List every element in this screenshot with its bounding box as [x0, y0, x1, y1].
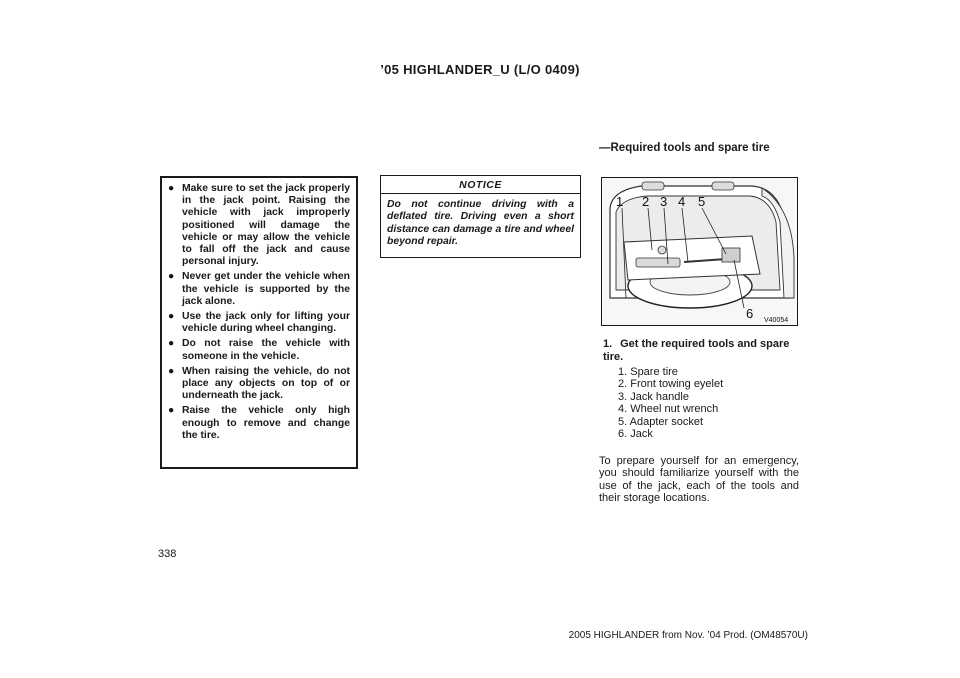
tools-list: [618, 366, 723, 440]
callout-1: 1: [616, 194, 624, 209]
bullet-icon: ●: [168, 311, 175, 323]
caution-item: ● Do not raise the vehicle with someone in the vehicle.: [168, 338, 350, 362]
notice-box: [380, 175, 581, 258]
caution-item: ● When raising the vehicle, do not place any objects on top of or underneath the jack.: [168, 365, 350, 402]
tool-item: 6. Jack: [618, 428, 653, 441]
caution-item: ● Make sure to set the jack properly in the jack point. Raising the vehicle with jack improperly positioned will damage the vehicle or may allow the vehicle to fall off the jack and cause personal injury.: [168, 183, 350, 268]
caution-item: ● Use the jack only for lifting your vehicle during wheel changing.: [168, 311, 350, 335]
illustration-code: V40054: [764, 317, 789, 324]
callout-2: 2: [642, 194, 650, 209]
footer-text: 2005 HIGHLANDER from Nov. ’04 Prod. (OM48570U): [568, 630, 808, 641]
body-paragraph: To prepare yourself for an emergency, you should familiarize yourself with the use of the jack, each of the tools and their storage locations.: [599, 455, 799, 505]
tools-illustration: [601, 177, 798, 326]
step-1: [603, 338, 799, 363]
callout-6: 6: [746, 306, 754, 321]
bullet-icon: ●: [168, 338, 175, 350]
tool-item: 4. Wheel nut wrench: [618, 403, 719, 416]
bullet-icon: ●: [168, 271, 175, 283]
notice-body: Do not continue driving with a deflated tire. Driving even a short distance can damage a tire and wheel beyond repair.: [387, 199, 574, 248]
caution-item: ● Raise the vehicle only high enough to remove and change the tire.: [168, 405, 350, 441]
tool-item: 2. Front towing eyelet: [618, 378, 724, 391]
bullet-icon: ●: [168, 365, 175, 377]
caution-box: [160, 176, 358, 469]
tool-item: 5. Adapter socket: [618, 415, 703, 428]
trunk-diagram: [602, 178, 797, 325]
page-header-title: ’05 HIGHLANDER_U (L/O 0409): [380, 62, 580, 77]
bullet-icon: ●: [168, 183, 175, 194]
bullet-icon: ●: [168, 405, 175, 417]
tool-item: 3. Jack handle: [618, 390, 689, 403]
caution-item: ● Never get under the vehicle when the vehicle is supported by the jack alone.: [168, 271, 350, 307]
step-number: 1.: [603, 338, 613, 350]
section-heading: —Required tools and spare tire: [599, 142, 770, 154]
callout-3: 3: [660, 194, 668, 209]
step-text: Get the required tools and spare tire.: [603, 338, 790, 363]
notice-title: NOTICE: [381, 176, 580, 194]
callout-5: 5: [698, 194, 706, 209]
callout-4: 4: [678, 194, 686, 209]
caution-list: [168, 183, 350, 442]
page-number: 338: [158, 548, 177, 560]
tool-item: 1. Spare tire: [618, 366, 678, 378]
